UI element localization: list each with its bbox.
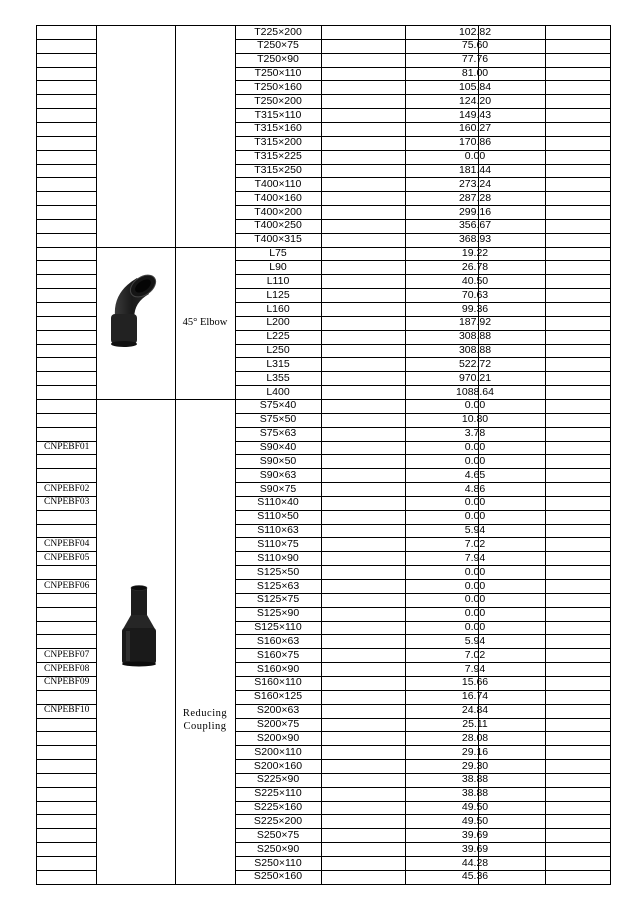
table-cell-price: 15.66 <box>461 676 489 689</box>
row-rule <box>36 510 97 511</box>
row-rule <box>36 787 97 788</box>
column-rule <box>321 25 322 885</box>
table-cell-size: L110 <box>266 274 290 287</box>
row-rule <box>36 759 97 760</box>
column-rule <box>36 25 37 885</box>
table-cell-price: 170.86 <box>458 136 492 149</box>
row-rule <box>36 731 97 732</box>
table-cell-price: 368.93 <box>458 233 492 246</box>
row-rule <box>36 247 97 248</box>
table-cell-size: L75 <box>269 247 287 260</box>
table-cell-size: T250×200 <box>254 94 302 107</box>
table-cell-price: 99.36 <box>461 302 489 315</box>
table-cell-price: 105.84 <box>458 80 492 93</box>
table-cell-price: 4.86 <box>464 482 486 495</box>
table-cell-size: T315×160 <box>254 122 302 135</box>
table-cell-size: S160×75 <box>256 648 300 661</box>
row-rule <box>36 385 97 386</box>
row-rule <box>36 302 97 303</box>
table-cell-price: 0.00 <box>464 399 486 412</box>
row-rule <box>36 524 97 525</box>
table-cell-price: 273.24 <box>458 177 492 190</box>
table-cell-size: L160 <box>266 302 290 315</box>
table-cell-size: S225×110 <box>254 787 302 800</box>
section-rule <box>96 247 236 248</box>
table-cell-price: 102.82 <box>458 25 492 38</box>
table-cell-size: T400×200 <box>254 205 302 218</box>
table-cell-size: S90×75 <box>259 482 297 495</box>
row-rule <box>36 454 97 455</box>
table-cell-size: S200×90 <box>256 731 300 744</box>
table-cell-size: S160×110 <box>254 676 302 689</box>
row-rule <box>36 593 97 594</box>
table-cell-size: S75×40 <box>259 399 297 412</box>
table-cell-price: 181.44 <box>458 164 492 176</box>
table-cell-price: 39.69 <box>461 842 489 855</box>
table-cell-size: S225×160 <box>253 801 303 814</box>
row-rule <box>36 634 97 635</box>
table-cell-price: 308.88 <box>458 344 492 357</box>
table-cell-price: 3.78 <box>464 427 486 440</box>
row-rule <box>36 260 97 261</box>
row-rule <box>36 108 97 109</box>
table-cell-size: L250 <box>266 344 290 357</box>
row-rule <box>36 39 97 40</box>
table-cell-size: S110×63 <box>257 524 299 537</box>
table-cell-price: 160.27 <box>458 122 492 135</box>
table-cell-size: S200×160 <box>253 759 303 772</box>
row-rule <box>36 801 97 802</box>
table-cell-size: S110×50 <box>257 510 299 523</box>
column-rule <box>545 25 546 885</box>
table-cell-size: S225×200 <box>253 814 303 827</box>
product-code: CNPEBF07 <box>44 649 90 660</box>
row-rule <box>36 67 97 68</box>
row-rule <box>36 690 97 691</box>
row-rule <box>36 870 97 871</box>
table-cell-price: 40.50 <box>461 274 489 287</box>
product-code: CNPEBF01 <box>44 442 90 452</box>
table-cell-price: 124.20 <box>458 94 492 107</box>
row-rule <box>36 122 97 123</box>
table-cell-price: 0.00 <box>464 510 486 523</box>
table-cell-size: T250×160 <box>254 80 302 93</box>
table-cell-size: L225 <box>266 330 290 343</box>
table-cell-size: S90×63 <box>259 468 297 481</box>
row-rule <box>36 357 97 358</box>
table-cell-price: 308.88 <box>458 330 492 343</box>
table-cell-price: 44.28 <box>461 856 489 869</box>
row-rule <box>36 53 97 54</box>
reducing-coupling-photo <box>118 585 160 672</box>
elbow-45-photo <box>105 268 169 353</box>
product-code: CNPEBF10 <box>44 705 90 716</box>
table-cell-price: 7.94 <box>464 551 486 564</box>
table-cell-price: 0.00 <box>464 593 486 606</box>
table-cell-size: S90×50 <box>259 454 297 467</box>
row-rule <box>36 773 97 774</box>
table-cell-size: T400×110 <box>254 177 302 190</box>
product-code: CNPEBF03 <box>44 497 90 508</box>
row-rule <box>36 814 97 815</box>
table-cell-price: 0.00 <box>464 607 486 620</box>
row-rule <box>36 136 97 137</box>
table-cell-size: S110×90 <box>257 551 299 564</box>
row-rule <box>36 427 97 428</box>
table-cell-size: S90×40 <box>259 441 297 453</box>
table-cell-size: T250×110 <box>254 67 302 80</box>
table-cell-size: L125 <box>266 288 290 301</box>
table-cell-size: S250×75 <box>256 828 300 841</box>
table-cell-size: S125×110 <box>254 621 302 634</box>
table-cell-size: S160×63 <box>256 634 300 647</box>
table-cell-size: T315×200 <box>254 136 302 149</box>
row-rule <box>36 828 97 829</box>
row-rule <box>36 413 97 414</box>
row-rule <box>235 884 611 885</box>
row-rule <box>36 164 97 165</box>
table-cell-size: T400×315 <box>254 233 302 246</box>
row-rule <box>36 316 97 317</box>
table-cell-price: 29.30 <box>461 759 489 772</box>
table-cell-size: T315×225 <box>254 150 302 163</box>
table-cell-price: 45.36 <box>461 870 489 883</box>
table-cell-price: 7.02 <box>464 537 486 550</box>
table-cell-size: T315×250 <box>254 164 302 176</box>
product-name-label: 45° Elbow <box>182 316 228 328</box>
table-cell-price: 7.94 <box>464 662 486 675</box>
row-rule <box>36 205 97 206</box>
section-rule <box>96 399 236 400</box>
table-cell-size: S250×110 <box>254 856 302 869</box>
table-cell-price: 75.60 <box>461 39 489 52</box>
table-cell-price: 7.02 <box>464 648 486 661</box>
table-cell-price: 149.43 <box>458 108 492 121</box>
row-rule <box>36 621 97 622</box>
table-cell-price: 299.16 <box>458 205 492 218</box>
table-cell-price: 0.00 <box>464 496 486 509</box>
table-cell-size: L315 <box>266 357 290 370</box>
table-cell-price: 4.65 <box>464 468 486 481</box>
table-cell-size: L355 <box>266 371 290 384</box>
table-cell-price: 0.00 <box>464 454 486 467</box>
table-cell-size: S75×63 <box>259 427 297 440</box>
column-rule <box>175 25 176 885</box>
table-cell-price: 81.00 <box>461 67 489 80</box>
table-cell-size: T250×75 <box>257 39 299 52</box>
row-rule <box>36 344 97 345</box>
table-cell-size: S110×75 <box>257 537 299 550</box>
table-cell-price: 970.21 <box>458 371 492 384</box>
row-rule <box>36 219 97 220</box>
table-cell-size: S200×110 <box>254 745 302 758</box>
row-rule <box>36 233 97 234</box>
table-cell-price: 5.94 <box>464 634 486 647</box>
table-cell-size: S250×160 <box>253 870 303 883</box>
table-cell-size: T315×110 <box>254 108 302 121</box>
row-rule <box>36 884 97 885</box>
row-rule <box>36 842 97 843</box>
table-cell-price: 0.00 <box>464 150 486 163</box>
table-cell-price: 522.72 <box>458 357 492 370</box>
product-code: CNPEBF02 <box>44 483 90 494</box>
row-rule <box>36 177 97 178</box>
table-cell-size: T400×250 <box>254 219 302 232</box>
table-cell-price: 19.22 <box>461 247 489 260</box>
table-cell-price: 356.67 <box>458 219 492 232</box>
row-rule <box>36 745 97 746</box>
table-cell-size: S125×90 <box>256 607 300 620</box>
product-name-label: Reducing <box>182 708 228 719</box>
table-cell-size: S200×75 <box>256 718 300 730</box>
row-rule <box>36 565 97 566</box>
section-rule <box>96 884 236 885</box>
table-cell-price: 0.00 <box>464 621 486 634</box>
table-cell-size: T400×160 <box>254 191 302 204</box>
table-cell-size: T250×90 <box>257 53 299 66</box>
table-cell-price: 70.63 <box>461 288 489 301</box>
product-code: CNPEBF06 <box>44 580 90 591</box>
product-code: CNPEBF05 <box>44 552 90 563</box>
table-cell-size: L400 <box>266 385 290 398</box>
table-cell-price: 38.88 <box>461 773 489 786</box>
table-cell-price: 187.92 <box>458 316 492 329</box>
row-rule <box>36 288 97 289</box>
table-cell-size: S160×90 <box>256 662 300 675</box>
table-cell-price: 25.11 <box>462 718 488 730</box>
row-rule <box>36 468 97 469</box>
table-cell-price: 0.00 <box>464 441 486 453</box>
row-rule <box>36 371 97 372</box>
product-code: CNPEBF08 <box>44 663 90 674</box>
table-cell-price: 39.69 <box>461 828 489 841</box>
table-cell-size: S200×63 <box>256 704 300 717</box>
table-cell-size: S250×90 <box>256 842 300 855</box>
table-cell-price: 16.74 <box>461 690 489 703</box>
table-cell-price: 29.16 <box>461 745 489 758</box>
table-cell-size: S160×125 <box>253 690 303 703</box>
section-rule <box>96 25 236 26</box>
row-rule <box>36 856 97 857</box>
row-rule <box>36 94 97 95</box>
row-rule <box>36 330 97 331</box>
table-cell-price: 0.00 <box>464 579 486 592</box>
table-cell-price: 49.50 <box>461 814 489 827</box>
table-cell-size: S125×63 <box>256 579 300 592</box>
table-cell-price: 24.84 <box>461 704 489 717</box>
row-rule <box>36 150 97 151</box>
table-cell-price: 28.08 <box>461 731 489 744</box>
table-cell-size: S75×50 <box>259 413 297 426</box>
table-cell-price: 1088.64 <box>456 385 494 398</box>
table-cell-price: 77.76 <box>461 53 489 66</box>
table-cell-size: S125×75 <box>256 593 300 606</box>
row-rule <box>36 399 97 400</box>
table-cell-size: S110×40 <box>257 496 299 509</box>
table-cell-price: 5.94 <box>464 524 486 537</box>
table-cell-price: 26.78 <box>461 260 489 273</box>
row-rule <box>36 25 97 26</box>
table-cell-price: 0.00 <box>464 565 486 578</box>
row-rule <box>36 718 97 719</box>
column-rule <box>610 25 611 885</box>
table-cell-price: 10.80 <box>461 413 489 426</box>
product-code: CNPEBF04 <box>44 538 90 549</box>
product-name-label: Coupling <box>183 721 227 732</box>
row-rule <box>36 80 97 81</box>
table-cell-size: T225×200 <box>254 25 302 38</box>
table-cell-price: 49.50 <box>461 801 489 814</box>
table-cell-size: L90 <box>269 260 287 273</box>
table-cell-size: S125×50 <box>256 565 300 578</box>
table-cell-price: 38.88 <box>461 787 489 800</box>
row-rule <box>36 607 97 608</box>
row-rule <box>36 274 97 275</box>
product-code: CNPEBF09 <box>44 677 90 688</box>
column-rule <box>96 25 97 885</box>
table-cell-size: S225×90 <box>256 773 300 786</box>
table-cell-price: 287.28 <box>458 191 492 204</box>
row-rule <box>36 191 97 192</box>
table-cell-size: L200 <box>266 316 290 329</box>
